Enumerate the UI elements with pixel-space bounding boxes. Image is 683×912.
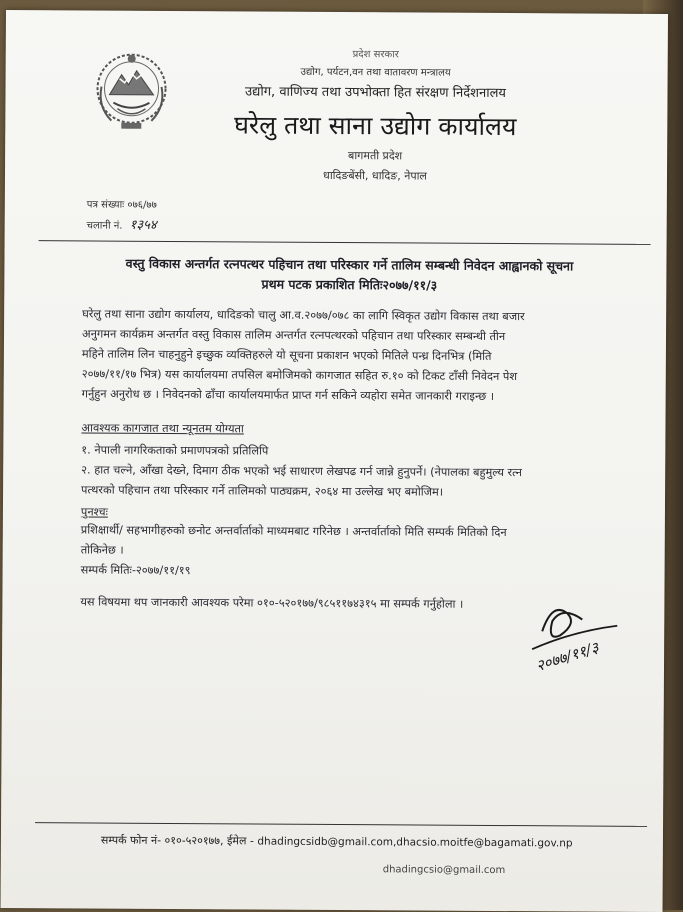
subject-line-2: प्रथम पटक प्रकाशित मितिः२०७७/११/३ (261, 276, 438, 293)
letter-number (87, 196, 157, 210)
footer-emails: dhadingcsidb@gmail.com,dhacsio.moitfe@bagamati.gov.np (257, 835, 573, 850)
header-divider (39, 240, 651, 245)
office-address: धादिङबेंसी, धादिङ, नेपाल (323, 168, 427, 183)
contact-date: सम्पर्क मितिः-२०७७/११/१९ (80, 563, 191, 578)
notice-page (1, 10, 668, 912)
requirement-item: १. नेपाली नागरिकताको प्रमाणपत्रको प्रतिलिपि (81, 443, 269, 458)
letter-number-label: पत्र संख्याः (86, 199, 125, 211)
requirement-item: पत्थरको पहिचान तथा परिस्कार गर्ने तालिमको पाठ्यक्रम, २०६४ मा उल्लेख भए बमोजिम। (81, 483, 444, 499)
dispatch-number (87, 214, 157, 232)
note-heading: पुनश्चः (80, 505, 108, 519)
letter-number-value: ०७६/७७ (127, 199, 157, 211)
body-line: घरेलु तथा साना उद्योग कार्यालय, धादिङको चालु आ.व.२०७७/०७८ का लागि स्विकृत उद्योग विकास तथा बजार (82, 307, 525, 324)
header-line-2: उद्योग, पर्यटन,वन तथा वातावरण मन्त्रालय (300, 66, 451, 79)
footer-contact (101, 833, 573, 851)
footer-divider (35, 822, 647, 827)
body-line: अनुगमन कार्यक्रम अन्तर्गत वस्तु विकास तालिम अन्तर्गत रत्नपत्थरको पहिचान तथा परिस्कार सम्बन्धी तीन (81, 327, 506, 344)
signature-date: २०७७/११/३ (533, 638, 601, 676)
body-line: गर्नुहुन अनुरोध छ । निवेदनको ढाँचा कार्यालयमार्फत प्राप्त गर्न सकिने व्यहोरा समेत जानकारी गराइन्छ । (81, 387, 495, 403)
signature (522, 591, 653, 682)
footer-phone: सम्पर्क फोन नं- ०१०-५२०१७७, ईमेल - (100, 833, 254, 848)
dispatch-number-value: १३५४ (129, 217, 157, 233)
note-line: प्रशिक्षार्थी/ सहभागीहरुको छनोट अन्तर्वार्ताको माध्यमबाट गरिनेछ । अन्तर्वार्ताको मिति सम्पर्क मितिको दिन (80, 523, 507, 540)
body-line: महिने तालिम लिन चाहनुहुने इच्छुक व्यक्तिहरुले यो सूचना प्रकाशन भएको मितिले पन्ध्र दिनभित्र (मिति (81, 347, 492, 363)
header-line-1: प्रदेश सरकार (352, 49, 399, 61)
header-line-3: उद्योग, वाणिज्य तथा उपभोक्ता हित संरक्षण निर्देशनालय (245, 84, 506, 102)
closing-line: यस विषयमा थप जानकारी आवश्यक परेमा ०१०-५२०१७७/९८५११७४३१५ मा सम्पर्क गर्नुहोला । (80, 595, 464, 611)
body-line: २०७७/११/१७ भित्र) यस कार्यालयमा तपसिल बमोजिमको कागजात सहित रु.१० को टिकट टाँसी निवेदन पेश (81, 367, 518, 384)
footer-email-2: dhadingcsio@gmail.com (382, 864, 506, 877)
province-name: बागमती प्रदेश (348, 149, 403, 163)
office-title: घरेलु तथा साना उद्योग कार्यालय (234, 110, 517, 142)
requirement-item: २. हात चल्ने, आँखा देख्ने, दिमाग ठीक भएको भई साधारण लेखपढ गर्न जान्ने हुनुपर्ने। (नेपालका बहुमुल्य रत्न (81, 463, 522, 480)
requirements-heading: आवश्यक कागजात तथा न्यूनतम योग्यता (81, 421, 244, 436)
dispatch-number-label: चलानी नं. (86, 220, 123, 232)
note-line: तोकिनेछ । (80, 543, 124, 557)
subject-line-1: वस्तु विकास अन्तर्गत रत्नपत्थर पहिचान तथा परिस्कार गर्ने तालिम सम्बन्धी निवेदन आह्वानको सूचना (125, 255, 574, 274)
